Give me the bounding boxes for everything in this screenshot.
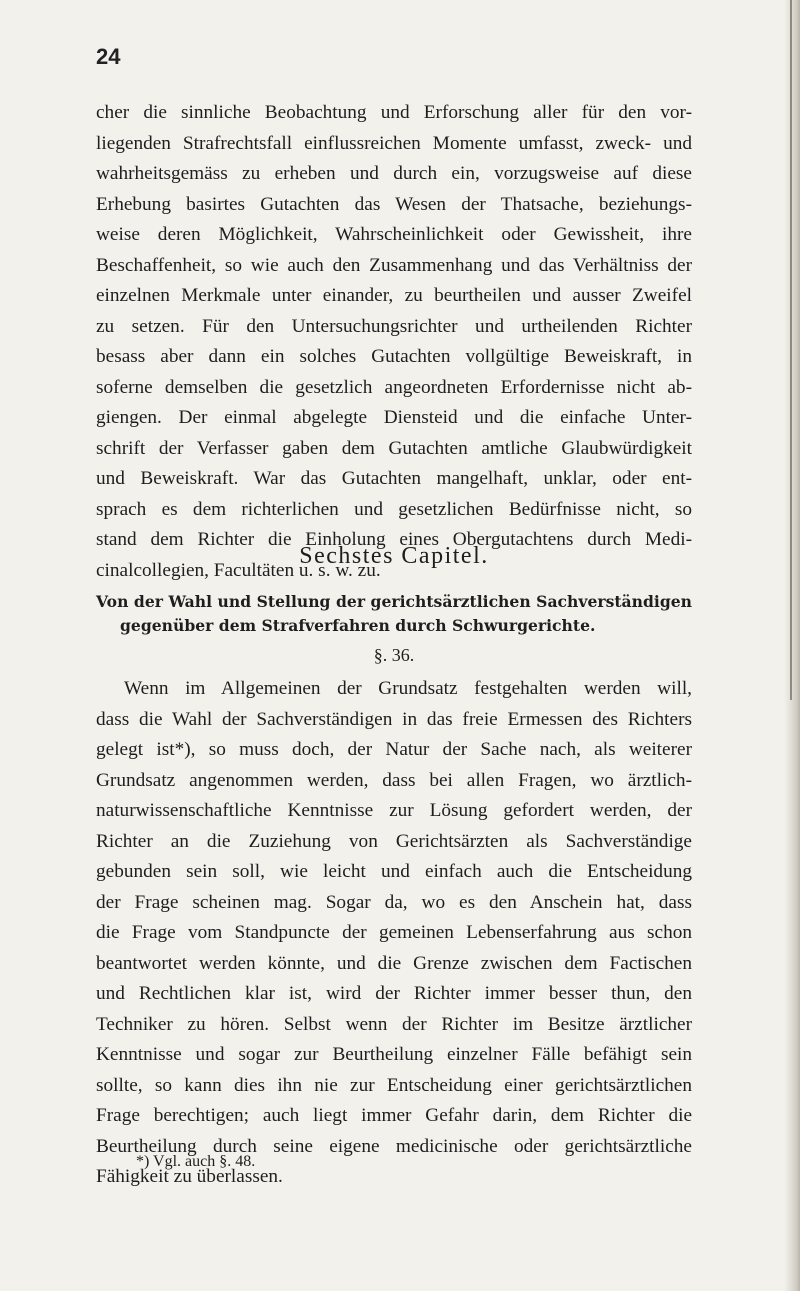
paragraph-2 <box>96 674 692 1193</box>
text-line: Techniker zu hören. Selbst wenn der Richter im Besitze ärztlicher <box>96 1013 692 1035</box>
section-number: §. 36. <box>373 645 415 665</box>
text-line: die Frage vom Standpuncte der gemeinen Lebenserfahrung aus schon <box>96 922 692 943</box>
text-line: cher die sinnliche Beobachtung und Erforschung aller für den vor- <box>96 102 692 123</box>
text-line: gebunden sein soll, wie leicht und einfach auch die Entscheidung <box>96 861 692 882</box>
text-line: Beschaffenheit, so wie auch den Zusammenhang und das Verhältniss der <box>96 254 692 276</box>
paragraph-1 <box>96 98 692 586</box>
text-line: der Frage scheinen mag. Sogar da, wo es den Anschein hat, dass <box>96 891 692 913</box>
text-line: liegenden Strafrechtsfall einflussreichen Momente umfasst, zweck- und <box>96 132 692 154</box>
text-line: besass aber dann ein solches Gutachten vollgültige Beweiskraft, in <box>96 346 692 367</box>
text-line: cinalcollegien, Facultäten u. s. w. zu. <box>96 559 381 581</box>
text-line: einzelnen Merkmale unter einander, zu beurtheilen und ausser Zweifel <box>96 285 692 306</box>
text-line: Grundsatz angenommen werden, dass bei allen Fragen, wo ärztlich- <box>96 769 692 791</box>
text-line: Kenntnisse und sogar zur Beurtheilung einzelner Fälle befähigt sein <box>96 1044 692 1065</box>
text-line: sollte, so kann dies ihn nie zur Entscheidung einer gerichtsärztlichen <box>96 1074 692 1096</box>
chapter-subtitle <box>96 590 692 638</box>
text-line: weise deren Möglichkeit, Wahrscheinlichkeit oder Gewissheit, ihre <box>96 224 692 245</box>
text-line: Wenn im Allgemeinen der Grundsatz festgehalten werden will, <box>124 678 692 699</box>
text-line: beantwortet werden könnte, und die Grenze zwischen dem Factischen <box>96 952 692 974</box>
page-edge-line <box>790 0 792 700</box>
text-line: dass die Wahl der Sachverständigen in das freie Ermessen des Richters <box>96 708 692 730</box>
text-line: Beurtheilung durch seine eigene medicinische oder gerichtsärztliche <box>96 1135 692 1157</box>
chapter-title: Sechstes Capitel. <box>299 543 489 569</box>
page-edge-shadow <box>784 0 800 1291</box>
text-line: stand dem Richter die Einholung eines Obergutachtens durch Medi- <box>96 529 692 550</box>
footnote: *) Vgl. auch §. 48. <box>136 1153 256 1170</box>
chapter-subtitle-line: gegenüber dem Strafverfahren durch Schwurgerichte. <box>120 616 596 635</box>
text-line: Fähigkeit zu überlassen. <box>96 1166 283 1187</box>
text-line: sprach es dem richterlichen und gesetzlichen Bedürfnisse nicht, so <box>96 498 692 520</box>
text-line: gelegt ist*), so muss doch, der Natur der Sache nach, als weiterer <box>96 739 692 760</box>
text-line: soferne demselben die gesetzlich angeordneten Erfordernisse nicht ab- <box>96 376 692 398</box>
text-line: Richter an die Zuziehung von Gerichtsärzten als Sachverständige <box>96 830 692 852</box>
text-line: Frage berechtigen; auch liegt immer Gefahr darin, dem Richter die <box>96 1105 692 1126</box>
text-line: schrift der Verfasser gaben dem Gutachten amtliche Glaubwürdigkeit <box>96 437 692 459</box>
page-number: 24 <box>96 44 121 69</box>
text-line: und Beweiskraft. War das Gutachten mangelhaft, unklar, oder ent- <box>96 468 692 489</box>
text-line: giengen. Der einmal abgelegte Diensteid und die einfache Unter- <box>96 407 692 428</box>
chapter-subtitle-line: Von der Wahl und Stellung der gerichtsärztlichen Sachverständigen <box>96 592 692 611</box>
text-line: und Rechtlichen klar ist, wird der Richter immer besser thun, den <box>96 983 692 1004</box>
text-line: wahrheitsgemäss zu erheben und durch ein, vorzugsweise auf diese <box>96 163 692 184</box>
text-line: naturwissenschaftliche Kenntnisse zur Lösung gefordert werden, der <box>96 800 692 821</box>
text-line: Erhebung basirtes Gutachten das Wesen der Thatsache, beziehungs- <box>96 193 692 215</box>
text-line: zu setzen. Für den Untersuchungsrichter und urtheilenden Richter <box>96 315 692 337</box>
